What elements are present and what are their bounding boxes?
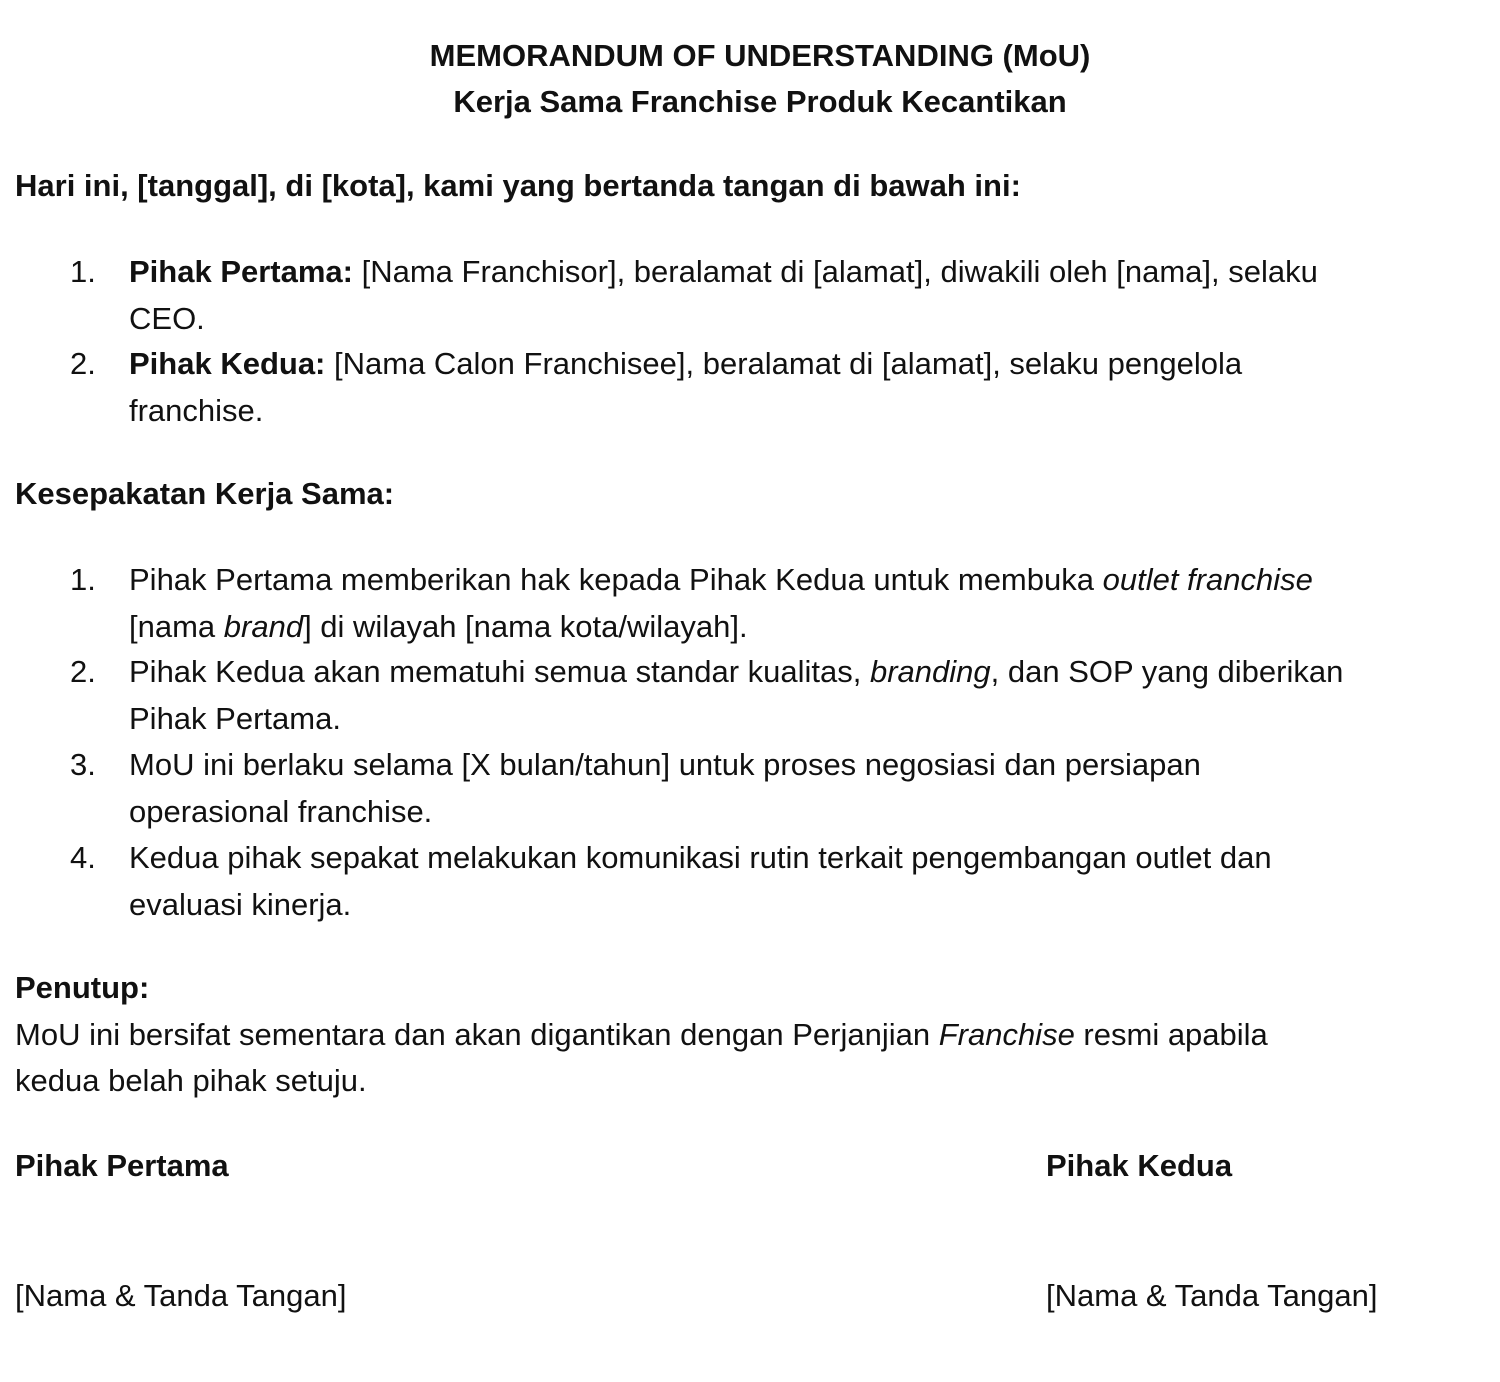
document-subtitle: Kerja Sama Franchise Produk Kecantikan: [453, 84, 1067, 119]
closing-italic-text: Franchise: [938, 1016, 1075, 1052]
party-detail-cont: franchise.: [129, 392, 264, 428]
item-text: Pihak Kedua akan mematuhi semua standar kualitas,: [129, 654, 870, 689]
closing-text-cont: kedua belah pihak setuju.: [15, 1063, 367, 1098]
party-detail: [Nama Calon Franchisee], beralamat di [alamat], selaku pengelola: [325, 346, 1243, 381]
signature-party-second: Pihak Kedua: [1046, 1148, 1233, 1183]
closing-section: [15, 965, 1268, 1105]
list-number: 4.: [70, 840, 96, 875]
item-text: MoU ini berlaku selama [X bulan/tahun] untuk proses negosiasi dan persiapan: [129, 747, 1201, 782]
party-detail: [Nama Franchisor], beralamat di [alamat], diwakili oleh [nama], selaku: [353, 254, 1318, 289]
item-italic-text: branding: [869, 654, 991, 689]
closing-text: MoU ini bersifat sementara dan akan digantikan dengan Perjanjian: [15, 1016, 939, 1052]
item-italic-text: brand: [223, 608, 304, 644]
item-text: , dan SOP yang diberikan: [990, 654, 1344, 689]
item-text: Kedua pihak sepakat melakukan komunikasi rutin terkait pengembangan outlet dan: [129, 840, 1272, 875]
list-number: 2.: [70, 654, 96, 689]
signature-party-first: Pihak Pertama: [15, 1148, 229, 1183]
list-number: 2.: [70, 346, 96, 381]
list-number: 1.: [70, 254, 96, 289]
party-label: Pihak Pertama:: [129, 254, 353, 289]
closing-text: resmi apabila: [1074, 1016, 1268, 1052]
closing-heading: Penutup:: [15, 970, 150, 1005]
item-text: ] di wilayah [nama kota/wilayah].: [303, 608, 748, 644]
party-detail-cont: CEO.: [129, 300, 205, 336]
signature-placeholder-second: [Nama & Tanda Tangan]: [1046, 1278, 1378, 1313]
item-text: [nama: [129, 608, 224, 644]
list-number: 3.: [70, 747, 96, 782]
document-header: [0, 33, 1500, 125]
signature-placeholder-first: [Nama & Tanda Tangan]: [15, 1278, 347, 1313]
list-number: 1.: [70, 562, 96, 597]
item-text-cont: operasional franchise.: [129, 793, 433, 829]
opening-statement: Hari ini, [tanggal], di [kota], kami yang bertanda tangan di bawah ini:: [15, 168, 1021, 203]
document-title: MEMORANDUM OF UNDERSTANDING (MoU): [429, 38, 1091, 73]
item-text-cont: Pihak Pertama.: [129, 700, 341, 736]
agreement-heading: Kesepakatan Kerja Sama:: [15, 476, 395, 511]
party-label: Pihak Kedua:: [129, 346, 326, 381]
item-text: Pihak Pertama memberikan hak kepada Pihak Kedua untuk membuka: [129, 562, 1103, 597]
item-text-cont: evaluasi kinerja.: [129, 886, 352, 922]
item-italic-text: outlet franchise: [1102, 562, 1313, 597]
